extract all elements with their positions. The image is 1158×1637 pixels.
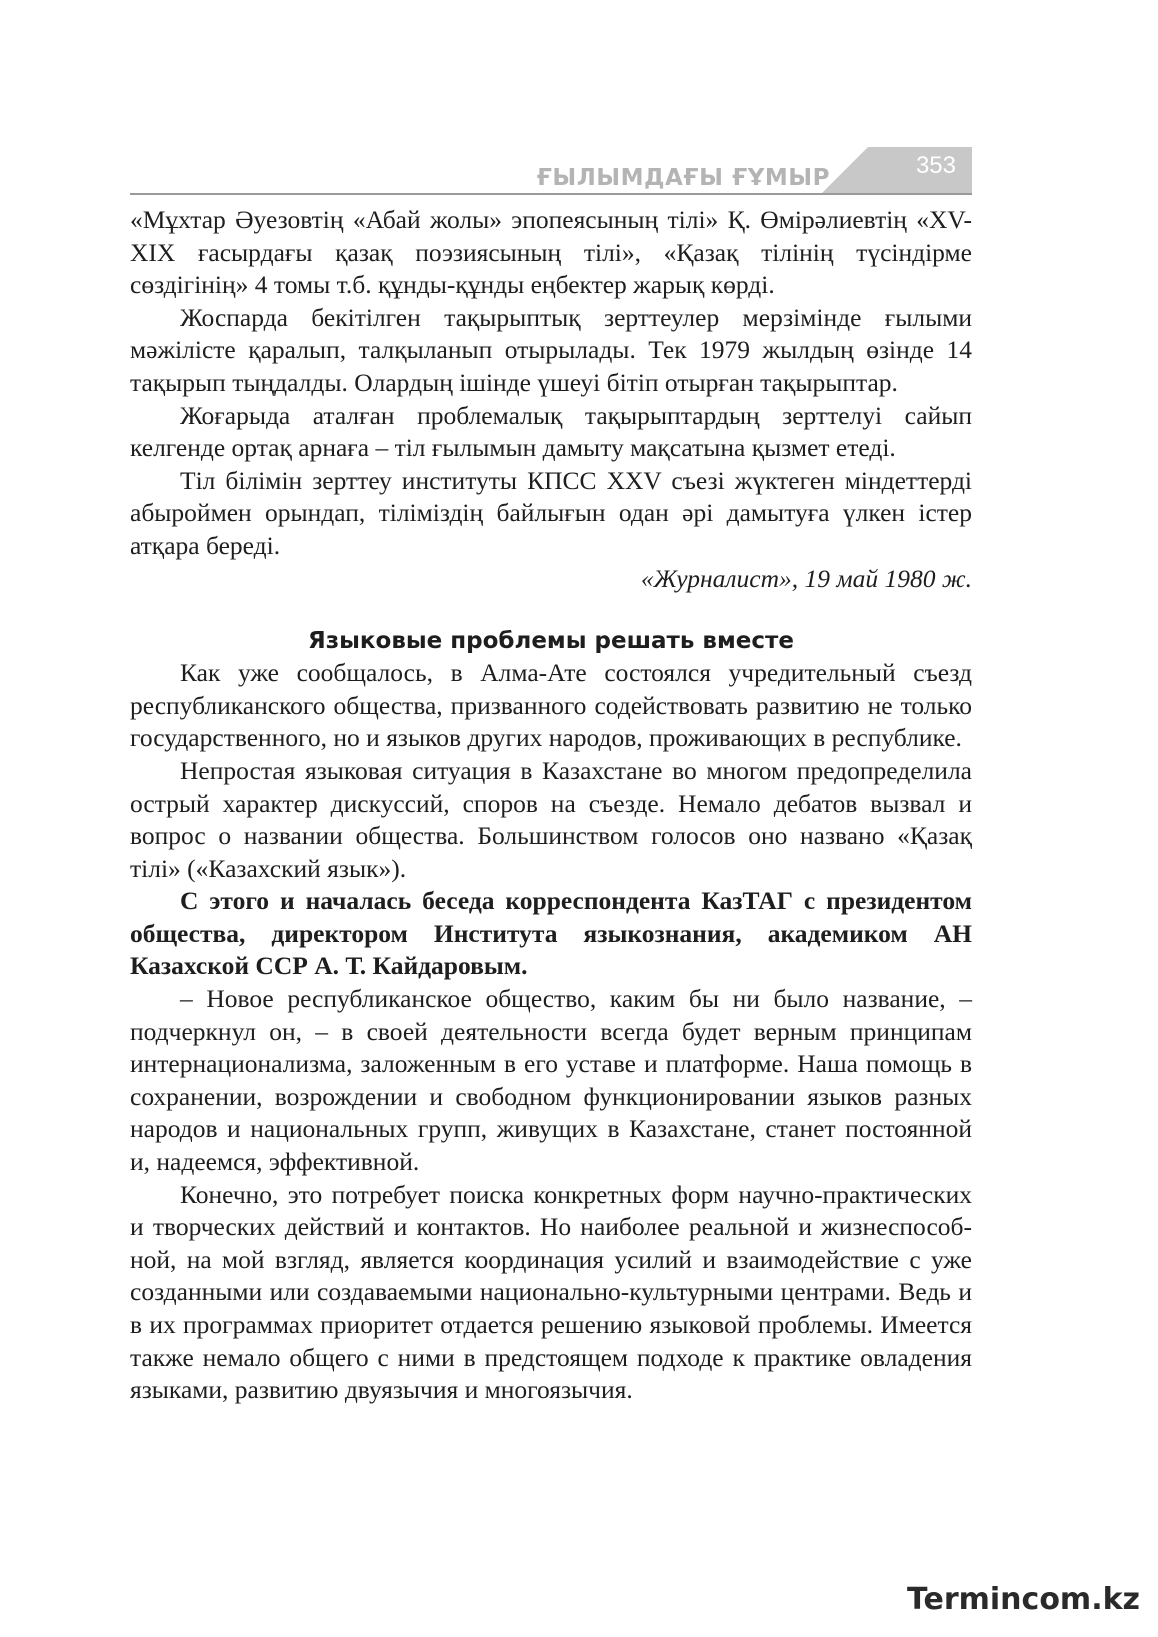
paragraph: Жоғарыда аталған проблемалық тақырыптардың зерттелуі сайып келгенде ортақ арнаға – тіл ғылымын дамыту мақсатына қызмет етеді. <box>130 400 972 463</box>
paragraph: «Мұхтар Әуезовтің «Абай жолы» эпопеясының тілі» Қ. Өмірәлиевтің «XV-XIX ғасырдағы қазақ поэзиясының тілі», «Қазақ тілінің түсіндірме сөздігінің» 4 томы т.б. құнды-құнды еңбектер жарық көрді. <box>130 205 972 300</box>
paragraph: Конечно, это потребует поиска конкретных форм научно-практических и творческих действий и контактов. Но наиболее реальной и жизнеспособной, на мой взгляд, является координация усилий и взаимодействие с уже созданными или создаваемыми национально-культурными центрами. Ведь и в их программах приоритет отдается решению языковой проблемы. Имеется также немало общего с ними в предстоящем подходе к практике овладения языками, развитию двуязычия и многоязычия. <box>130 1179 972 1405</box>
header-rule <box>130 193 972 195</box>
lead-paragraph: С этого и началась беседа корреспондента КазТАГ с президентом общества, директором Института языкознания, академиком АН Казахской ССР А. Т. Кайдаровым. <box>130 886 972 981</box>
paragraph: Тіл білімін зерттеу институты КПСС XXV съезі жүктеген міндеттерді абыроймен орындап, тіліміздің байлығын одан әрі дамытуға үлкен істер атқара береді. <box>130 465 972 560</box>
article-title: Языковые проблемы решать вместе <box>308 628 794 655</box>
source-citation: «Журналист», 19 май 1980 ж. <box>640 563 972 593</box>
running-head <box>130 147 972 195</box>
running-head-title: ҒЫЛЫМДАҒЫ ҒҰМЫР <box>536 165 830 191</box>
page-content <box>130 204 972 1407</box>
paragraph: Жоспарда бекітілген тақырыптық зерттеулер мерзімінде ғылыми мәжілісте қаралып, талқыланып отырылады. Тек 1979 жылдың өзінде 14 тақырып тыңдалды. Олардың ішінде үшеуі бітіп отырған тақырыптар. <box>130 302 972 397</box>
paragraph: Как уже сообщалось, в Алма-Ате состоялся учредительный съезд республиканского общества, призванного содействовать развитию не только государственного, но и языков других народов, проживающих в республике. <box>130 658 972 753</box>
paragraph: – Новое республиканское общество, каким бы ни было название, – подчеркнул он, – в своей деятельности всегда будет верным принципам интернационализма, заложенным в его уставе и платформе. Наша помощь в сохранении, возрождении и свободном функционировании языков разных народов и национальных групп, живущих в Казахстане, станет постоянной и, надеемся, эффективной. <box>130 984 972 1177</box>
watermark-logo: Termincom.kz <box>907 1582 1140 1617</box>
page-number: 353 <box>915 152 956 179</box>
paragraph: Непростая языковая ситуация в Казахстане во многом предопределила острый характер дискуссий, споров на съезде. Немало дебатов вызвал и вопрос о названии общества. Большинством голосов оно названо «Қазақ тілі» («Казахский язык»). <box>130 755 972 883</box>
